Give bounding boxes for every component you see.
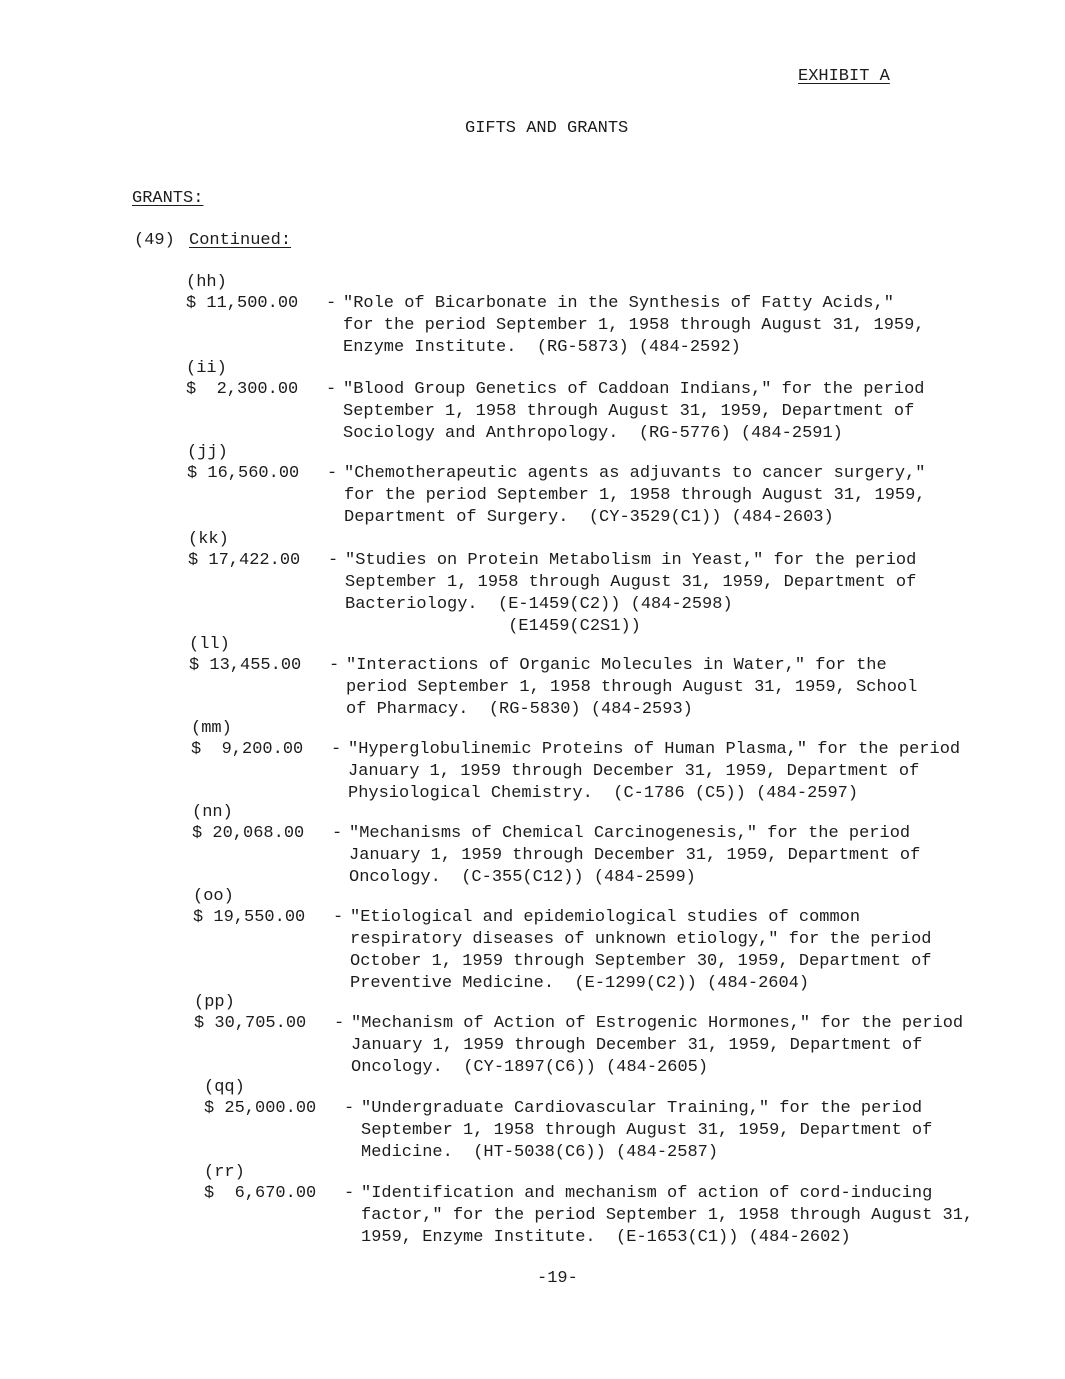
- entry-amount: $ 2,300.00: [186, 380, 299, 399]
- entry-dash: -: [333, 908, 344, 927]
- entry-amount: $ 13,455.00: [189, 656, 302, 675]
- entry-description: "Mechanisms of Chemical Carcinogenesis," for the period January 1, 1959 through December 31, 1959, Department of Oncology. (C-355(C12)) (484-2599): [349, 824, 921, 887]
- item-number: (49): [134, 231, 175, 250]
- entry-description: "Hyperglobulinemic Proteins of Human Plasma," for the period January 1, 1959 through December 31, 1959, Department of Physiological Chemistry. (C-1786 (C5)) (484-2597): [348, 740, 961, 803]
- entry-amount: $ 16,560.00: [187, 464, 300, 483]
- entry-code: (nn): [192, 803, 233, 822]
- entry-dash: -: [344, 1099, 355, 1118]
- section-label: GRANTS:: [132, 189, 204, 208]
- page-number: -19-: [537, 1269, 578, 1288]
- entry-dash: -: [326, 294, 337, 313]
- page-title: GIFTS AND GRANTS: [465, 119, 629, 138]
- entry-amount: $ 19,550.00: [193, 908, 306, 927]
- entry-description: "Interactions of Organic Molecules in Water," for the period September 1, 1958 through August 31, 1959, School of Pharmacy. (RG-5830) (484-2593): [346, 656, 918, 719]
- continued-label: Continued:: [189, 231, 292, 250]
- entry-code: (ll): [189, 635, 230, 654]
- entry-code: (pp): [194, 993, 235, 1012]
- entry-code: (jj): [187, 443, 228, 462]
- entry-code: (mm): [191, 719, 232, 738]
- entry-amount: $ 25,000.00: [204, 1099, 317, 1118]
- entry-dash: -: [334, 1014, 345, 1033]
- entry-code: (kk): [188, 530, 229, 549]
- entry-code: (qq): [204, 1078, 245, 1097]
- entry-description: "Blood Group Genetics of Caddoan Indians," for the period September 1, 1958 through August 31, 1959, Department of Sociology and Anthropology. (RG-5776) (484-2591): [343, 380, 925, 443]
- entry-description: "Role of Bicarbonate in the Synthesis of Fatty Acids," for the period September 1, 1958 through August 31, 1959, Enzyme Institute. (RG-5873) (484-2592): [343, 294, 925, 357]
- entry-description: "Identification and mechanism of action of cord-inducing factor," for the period September 1, 1958 through August 31, 1959, Enzyme Institute. (E-1653(C1)) (484-2602): [361, 1184, 974, 1247]
- entry-amount: $ 30,705.00: [194, 1014, 307, 1033]
- entry-code: (ii): [186, 359, 227, 378]
- entry-description: "Etiological and epidemiological studies of common respiratory diseases of unknown etiology," for the period October 1, 1959 through September 30, 1959, Department of Preventive Medicine. (E-1299(C2)) (484-2604): [350, 908, 932, 993]
- entry-code: (oo): [193, 887, 234, 906]
- entry-amount: $ 6,670.00: [204, 1184, 317, 1203]
- entry-amount: $ 11,500.00: [186, 294, 299, 313]
- entry-dash: -: [332, 824, 343, 843]
- exhibit-label: EXHIBIT A: [798, 67, 890, 86]
- entry-amount: $ 20,068.00: [192, 824, 305, 843]
- entry-description: "Undergraduate Cardiovascular Training," for the period September 1, 1958 through August 31, 1959, Department of Medicine. (HT-5038(C6)) (484-2587): [361, 1099, 933, 1162]
- entry-dash: -: [344, 1184, 355, 1203]
- entry-dash: -: [329, 656, 340, 675]
- entry-amount: $ 9,200.00: [191, 740, 304, 759]
- entry-description: "Studies on Protein Metabolism in Yeast," for the period September 1, 1958 through August 31, 1959, Department of Bacteriology. (E-1459(C2)) (484-2598) (E1459(C2S1)): [345, 551, 917, 636]
- entry-dash: -: [328, 551, 339, 570]
- entry-dash: -: [326, 380, 337, 399]
- entry-description: "Chemotherapeutic agents as adjuvants to cancer surgery," for the period September 1, 1958 through August 31, 1959, Department of Surgery. (CY-3529(C1)) (484-2603): [344, 464, 926, 527]
- entry-description: "Mechanism of Action of Estrogenic Hormones," for the period January 1, 1959 through December 31, 1959, Department of Oncology. (CY-1897(C6)) (484-2605): [351, 1014, 964, 1077]
- entry-dash: -: [331, 740, 342, 759]
- entry-code: (rr): [204, 1163, 245, 1182]
- entry-dash: -: [327, 464, 338, 483]
- entry-code: (hh): [186, 273, 227, 292]
- entry-amount: $ 17,422.00: [188, 551, 301, 570]
